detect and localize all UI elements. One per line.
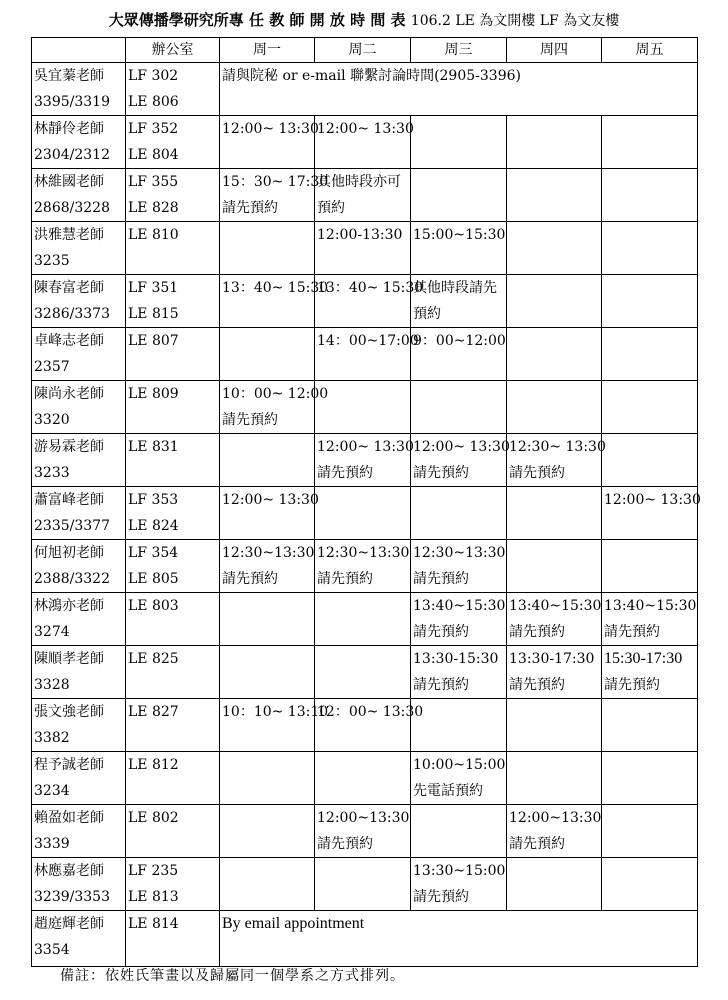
- appointment-note: 請先預約: [413, 889, 469, 905]
- day-cell-tue: [315, 381, 411, 434]
- teacher-extension: 2335/3377: [34, 518, 110, 534]
- day-cell-mon: [220, 540, 315, 593]
- day-cell-wed: [411, 116, 507, 169]
- day-cell-fri: [602, 646, 698, 699]
- table-row: [32, 222, 698, 275]
- time-slot: 14：00~17:00: [317, 333, 419, 349]
- table-row: [32, 434, 698, 487]
- office-room: LE 804: [128, 147, 179, 163]
- day-cell-thu: [507, 116, 602, 169]
- day-cell-wed: [411, 275, 507, 328]
- office-room: LE 815: [128, 306, 179, 322]
- header-cell-teacher: [32, 38, 126, 63]
- teacher-extension: 3382: [34, 730, 70, 746]
- time-slot: 12:30~13:30: [222, 545, 315, 561]
- day-cell-thu: [507, 381, 602, 434]
- table-row: [32, 752, 698, 805]
- office-cell: [126, 63, 220, 116]
- day-cell-wed: [411, 381, 507, 434]
- day-cell-mon: [220, 434, 315, 487]
- day-cell-tue: [315, 434, 414, 487]
- time-slot: 10：10~ 13:10: [222, 704, 329, 720]
- teacher-extension: 3395/3319: [34, 94, 110, 110]
- teacher-name: 林靜伶老師: [34, 121, 104, 137]
- teacher-name: 卓峰志老師: [34, 333, 104, 349]
- day-cell-wed: [411, 169, 507, 222]
- office-room: [128, 778, 219, 804]
- office-room: LE 812: [128, 757, 179, 773]
- day-cell-mon: [220, 699, 329, 752]
- office-room: LE 809: [128, 386, 179, 402]
- time-slot: 15:30-17:30: [604, 650, 683, 667]
- time-slot: 12:00~ 13:30: [317, 121, 414, 137]
- teacher-name: 蕭富峰老師: [34, 492, 104, 508]
- teacher-cell: [32, 169, 126, 222]
- day-cell-tue: [315, 328, 419, 381]
- day-cell-tue: [315, 222, 411, 275]
- office-room: [128, 248, 219, 274]
- table-row: [32, 911, 698, 967]
- appointment-note: 請先預約: [509, 465, 565, 481]
- day-cell-fri: [602, 222, 698, 275]
- day-cell-tue: [315, 169, 411, 222]
- teacher-cell: [32, 858, 126, 911]
- teacher-extension: 3239/3353: [34, 889, 110, 905]
- office-room: LE 827: [128, 704, 179, 720]
- day-cell-thu: [507, 699, 602, 752]
- time-slot: 12:00~13:30: [509, 810, 602, 826]
- office-room: LF 354: [128, 545, 179, 561]
- day-cell-thu: [507, 328, 602, 381]
- teacher-name: 賴盈如老師: [34, 810, 104, 826]
- day-cell-mon: [220, 646, 315, 699]
- day-cell-fri: [602, 434, 698, 487]
- office-room: LE 805: [128, 571, 179, 587]
- teacher-cell: [32, 593, 126, 646]
- page-title: [0, 10, 728, 31]
- office-room: LE 802: [128, 810, 179, 826]
- time-slot: 12：00~ 13:30: [317, 704, 424, 720]
- office-room: LE 810: [128, 227, 179, 243]
- time-slot: 12:30~13:30: [413, 545, 506, 561]
- schedule-span-cell: [220, 911, 698, 967]
- day-cell-fri: [602, 699, 698, 752]
- time-slot: 12:00~ 13:30: [317, 439, 414, 455]
- office-room: LF 353: [128, 492, 179, 508]
- teacher-name: 林維國老師: [34, 174, 104, 190]
- table-row: [32, 169, 698, 222]
- day-cell-tue: [315, 858, 411, 911]
- teacher-cell: [32, 116, 126, 169]
- teacher-extension: 3233: [34, 465, 70, 481]
- teacher-name: 趙庭輝老師: [34, 916, 104, 932]
- office-cell: [126, 275, 220, 328]
- office-room: [128, 725, 219, 751]
- day-cell-fri: [602, 805, 698, 858]
- teacher-extension: 3339: [34, 836, 70, 852]
- day-cell-thu: [507, 275, 602, 328]
- time-slot: 12:00~ 13:30: [222, 121, 319, 137]
- time-slot: 12:00~13:30: [317, 810, 410, 826]
- appointment-note: 請先預約: [509, 677, 565, 693]
- day-cell-thu: [507, 646, 602, 699]
- day-cell-wed: [411, 540, 507, 593]
- day-cell-tue: [315, 699, 424, 752]
- day-cell-tue: [315, 593, 411, 646]
- day-cell-thu: [507, 540, 602, 593]
- table-row: [32, 699, 698, 752]
- time-slot: 15：30~ 17:30: [222, 174, 329, 190]
- day-cell-tue: [315, 540, 411, 593]
- office-room: LF 302: [128, 68, 179, 84]
- teacher-cell: [32, 752, 126, 805]
- day-cell-thu: [507, 752, 602, 805]
- day-cell-tue: [315, 116, 414, 169]
- day-cell-mon: [220, 593, 315, 646]
- office-cell: [126, 381, 220, 434]
- teacher-cell: [32, 381, 126, 434]
- time-slot: 13:30-17:30: [509, 651, 595, 667]
- office-room: LE 825: [128, 651, 179, 667]
- office-room: LE 831: [128, 439, 179, 455]
- office-cell: [126, 540, 220, 593]
- day-cell-tue: [315, 275, 424, 328]
- day-cell-wed: [411, 593, 507, 646]
- day-cell-fri: [602, 593, 698, 646]
- time-slot: 13：40~ 15:30: [222, 280, 329, 296]
- appointment-note: 請先預約: [413, 677, 469, 693]
- teacher-name: 游易霖老師: [34, 439, 104, 455]
- time-slot: 其他時段請先: [413, 280, 497, 296]
- office-room: LF 351: [128, 280, 179, 296]
- teacher-name: 陳尚永老師: [34, 386, 104, 402]
- office-room: [128, 460, 219, 486]
- appointment-note: 預約: [413, 306, 441, 322]
- office-cell: [126, 805, 220, 858]
- office-room: [128, 672, 219, 698]
- table-row: [32, 116, 698, 169]
- time-slot: 12:30~ 13:30: [509, 439, 606, 455]
- day-cell-mon: [220, 381, 329, 434]
- office-cell: [126, 752, 220, 805]
- office-cell: [126, 699, 220, 752]
- time-slot: 13:40~15:30: [509, 598, 602, 614]
- office-room: LE 813: [128, 889, 179, 905]
- day-cell-thu: [507, 222, 602, 275]
- time-slot: 13:30~15:00: [413, 863, 506, 879]
- day-cell-thu: [507, 805, 602, 858]
- table-row: [32, 487, 698, 540]
- time-slot: 12:00-13:30: [317, 227, 403, 243]
- appointment-note: 請先預約: [222, 412, 278, 428]
- office-cell: [126, 328, 220, 381]
- office-hours-table: [31, 37, 701, 967]
- day-cell-thu: [507, 593, 602, 646]
- teacher-extension: 3234: [34, 783, 70, 799]
- table-row: [32, 381, 698, 434]
- office-cell: [126, 434, 220, 487]
- day-cell-fri: [602, 487, 701, 540]
- teacher-name: 林應嘉老師: [34, 863, 104, 879]
- office-room: LE 806: [128, 94, 179, 110]
- day-cell-mon: [220, 275, 329, 328]
- header-cell-fri: 周五: [602, 38, 698, 63]
- appointment-note: 請先預約: [604, 677, 660, 693]
- day-cell-fri: [602, 116, 698, 169]
- office-room: LE 803: [128, 598, 179, 614]
- teacher-extension: 3286/3373: [34, 306, 110, 322]
- day-cell-wed: [411, 646, 507, 699]
- teacher-name: 洪雅慧老師: [34, 227, 104, 243]
- day-cell-wed: [411, 328, 507, 381]
- day-cell-mon: [220, 858, 315, 911]
- teacher-name: 程予誠老師: [34, 757, 104, 773]
- table-row: [32, 858, 698, 911]
- schedule-span-cell: [220, 63, 698, 116]
- header-cell-thu: 周四: [507, 38, 602, 63]
- appointment-note: 請先預約: [509, 836, 565, 852]
- office-room: [128, 831, 219, 857]
- day-cell-mon: [220, 222, 315, 275]
- time-slot: 12:00~ 13:30: [222, 492, 319, 508]
- teacher-cell: [32, 275, 126, 328]
- day-cell-mon: [220, 487, 319, 540]
- teacher-cell: [32, 487, 126, 540]
- appointment-note: 請先預約: [317, 465, 373, 481]
- day-cell-tue: [315, 805, 411, 858]
- teacher-cell: [32, 699, 126, 752]
- schedule-note: By email appointment: [222, 915, 365, 932]
- office-room: LF 235: [128, 863, 179, 879]
- office-room: [128, 937, 219, 963]
- table-row: [32, 540, 698, 593]
- office-cell: [126, 646, 220, 699]
- teacher-cell: [32, 911, 126, 967]
- time-slot: 12:00~ 13:30: [413, 439, 510, 455]
- day-cell-wed: [411, 805, 507, 858]
- teacher-extension: 3320: [34, 412, 70, 428]
- day-cell-fri: [602, 540, 698, 593]
- office-cell: [126, 487, 220, 540]
- time-slot: 13:40~15:30: [413, 598, 506, 614]
- appointment-note: 先電話預約: [413, 783, 483, 799]
- day-cell-fri: [602, 858, 698, 911]
- time-slot: 13：40~ 15:30: [317, 280, 424, 296]
- office-room: [128, 619, 219, 645]
- day-cell-tue: [315, 646, 411, 699]
- table-row: [32, 593, 698, 646]
- day-cell-wed: [411, 487, 507, 540]
- teacher-cell: [32, 434, 126, 487]
- day-cell-mon: [220, 752, 315, 805]
- teacher-extension: 2357: [34, 359, 70, 375]
- time-slot: 10:00~15:00: [413, 757, 506, 773]
- day-cell-mon: [220, 116, 319, 169]
- appointment-note: 請先預約: [509, 624, 565, 640]
- teacher-cell: [32, 328, 126, 381]
- office-cell: [126, 911, 220, 967]
- office-cell: [126, 116, 220, 169]
- header-cell-office: 辦公室: [126, 38, 220, 63]
- table-row: [32, 328, 698, 381]
- time-slot: 9：00~12:00: [413, 333, 506, 349]
- appointment-note: 請先預約: [604, 624, 660, 640]
- teacher-cell: [32, 646, 126, 699]
- time-slot: 13:40~15:30: [604, 598, 697, 614]
- title-suffix: 106.2 LE 為文開樓 LF 為文友樓: [410, 13, 620, 29]
- day-cell-thu: [507, 858, 602, 911]
- time-slot: 10：00~ 12:00: [222, 386, 329, 402]
- day-cell-thu: [507, 434, 606, 487]
- day-cell-fri: [602, 752, 698, 805]
- day-cell-tue: [315, 752, 411, 805]
- time-slot: 13:30-15:30: [413, 651, 499, 667]
- day-cell-wed: [411, 752, 507, 805]
- office-room: LE 824: [128, 518, 179, 534]
- appointment-note: 預約: [317, 200, 345, 216]
- teacher-cell: [32, 540, 126, 593]
- teacher-extension: 3235: [34, 253, 70, 269]
- header-cell-wed: 周三: [411, 38, 507, 63]
- time-slot: 15:00~15:30: [413, 227, 506, 243]
- day-cell-wed: [411, 858, 507, 911]
- footnote: 備註：依姓氏筆畫以及歸屬同一個學系之方式排列。: [60, 968, 405, 984]
- day-cell-fri: [602, 169, 698, 222]
- teacher-extension: 2868/3228: [34, 200, 110, 216]
- teacher-cell: [32, 805, 126, 858]
- office-cell: [126, 858, 220, 911]
- header-row: [32, 38, 698, 63]
- office-room: LE 807: [128, 333, 179, 349]
- teacher-extension: 2304/2312: [34, 147, 110, 163]
- appointment-note: 請先預約: [413, 571, 469, 587]
- day-cell-mon: [220, 169, 329, 222]
- teacher-name: 陳順孝老師: [34, 651, 104, 667]
- day-cell-thu: [507, 487, 602, 540]
- office-cell: [126, 222, 220, 275]
- office-room: LE 828: [128, 200, 179, 216]
- office-room: LF 352: [128, 121, 179, 137]
- office-cell: [126, 169, 220, 222]
- time-slot: 其他時段亦可: [317, 174, 401, 190]
- day-cell-tue: [315, 487, 411, 540]
- teacher-extension: 3274: [34, 624, 70, 640]
- teacher-name: 張文強老師: [34, 704, 104, 720]
- appointment-note: 請先預約: [413, 624, 469, 640]
- appointment-note: 請先預約: [222, 571, 278, 587]
- table-row: [32, 646, 698, 699]
- appointment-note: 請先預約: [413, 465, 469, 481]
- day-cell-wed: [411, 222, 507, 275]
- teacher-name: 林鴻亦老師: [34, 598, 104, 614]
- teacher-name: 何旭初老師: [34, 545, 104, 561]
- table-row: [32, 805, 698, 858]
- teacher-name: 陳春富老師: [34, 280, 104, 296]
- appointment-note: 請先預約: [222, 200, 278, 216]
- schedule-note: 請與院秘 or e-mail 聯繫討論時間(2905-3396): [222, 68, 521, 84]
- teacher-extension: 2388/3322: [34, 571, 110, 587]
- day-cell-fri: [602, 381, 698, 434]
- time-slot: 12:30~13:30: [317, 545, 410, 561]
- title-main: 大眾傳播學研究所專 任 教 師 開 放 時 間 表: [108, 11, 406, 29]
- teacher-cell: [32, 63, 126, 116]
- office-room: LF 355: [128, 174, 179, 190]
- office-cell: [126, 593, 220, 646]
- teacher-name: 吳宜蓁老師: [34, 68, 104, 84]
- teacher-extension: 3328: [34, 677, 70, 693]
- day-cell-thu: [507, 169, 602, 222]
- teacher-extension: 3354: [34, 942, 70, 958]
- appointment-note: 請先預約: [317, 571, 373, 587]
- teacher-cell: [32, 222, 126, 275]
- table-row: [32, 275, 698, 328]
- office-room: LE 814: [128, 916, 179, 932]
- day-cell-wed: [411, 434, 510, 487]
- office-room: [128, 407, 219, 433]
- time-slot: 12:00~ 13:30: [604, 492, 701, 508]
- day-cell-fri: [602, 328, 698, 381]
- day-cell-fri: [602, 275, 698, 328]
- header-cell-tue: 周二: [315, 38, 411, 63]
- day-cell-mon: [220, 805, 315, 858]
- day-cell-wed: [411, 699, 507, 752]
- table-row: [32, 63, 698, 116]
- office-room: [128, 354, 219, 380]
- day-cell-mon: [220, 328, 315, 381]
- appointment-note: 請先預約: [317, 836, 373, 852]
- header-cell-mon: 周一: [220, 38, 315, 63]
